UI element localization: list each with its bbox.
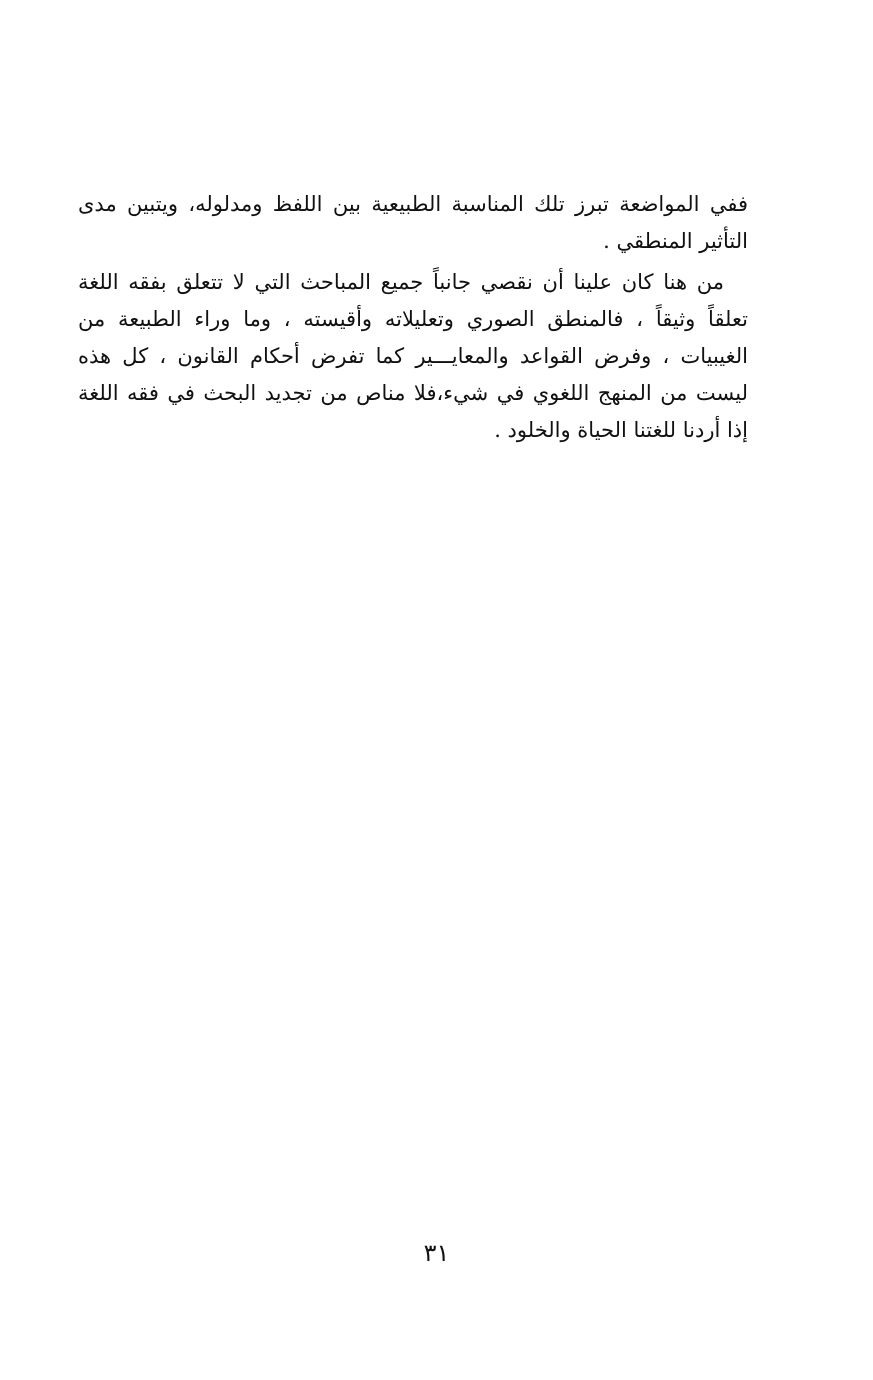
body-text	[78, 186, 748, 449]
paragraph-1: ففي المواضعة تبرز تلك المناسبة الطبيعية بين اللفظ ومدلوله، ويتبين مدى التأثير المنطقي .	[78, 192, 748, 253]
page-number: ٣١	[423, 1239, 450, 1267]
paragraph-2: من هنا كان علينا أن نقصي جانباً جميع المباحث التي لا تتعلق بفقه اللغة تعلقاً وثيقاً ، فالمنطق الصوري وتعليلاته وأقيسته ، وما وراء الطبيعة من الغيبيات ، وفرض القواعد والمعايـــير كما تفرض أحكام القانون ، كل هذه ليست من المنهج اللغوي في شيء،فلا مناص من تجديد البحث في فقه اللغة إذا أردنا للغتنا الحياة والخلود .	[78, 270, 748, 442]
